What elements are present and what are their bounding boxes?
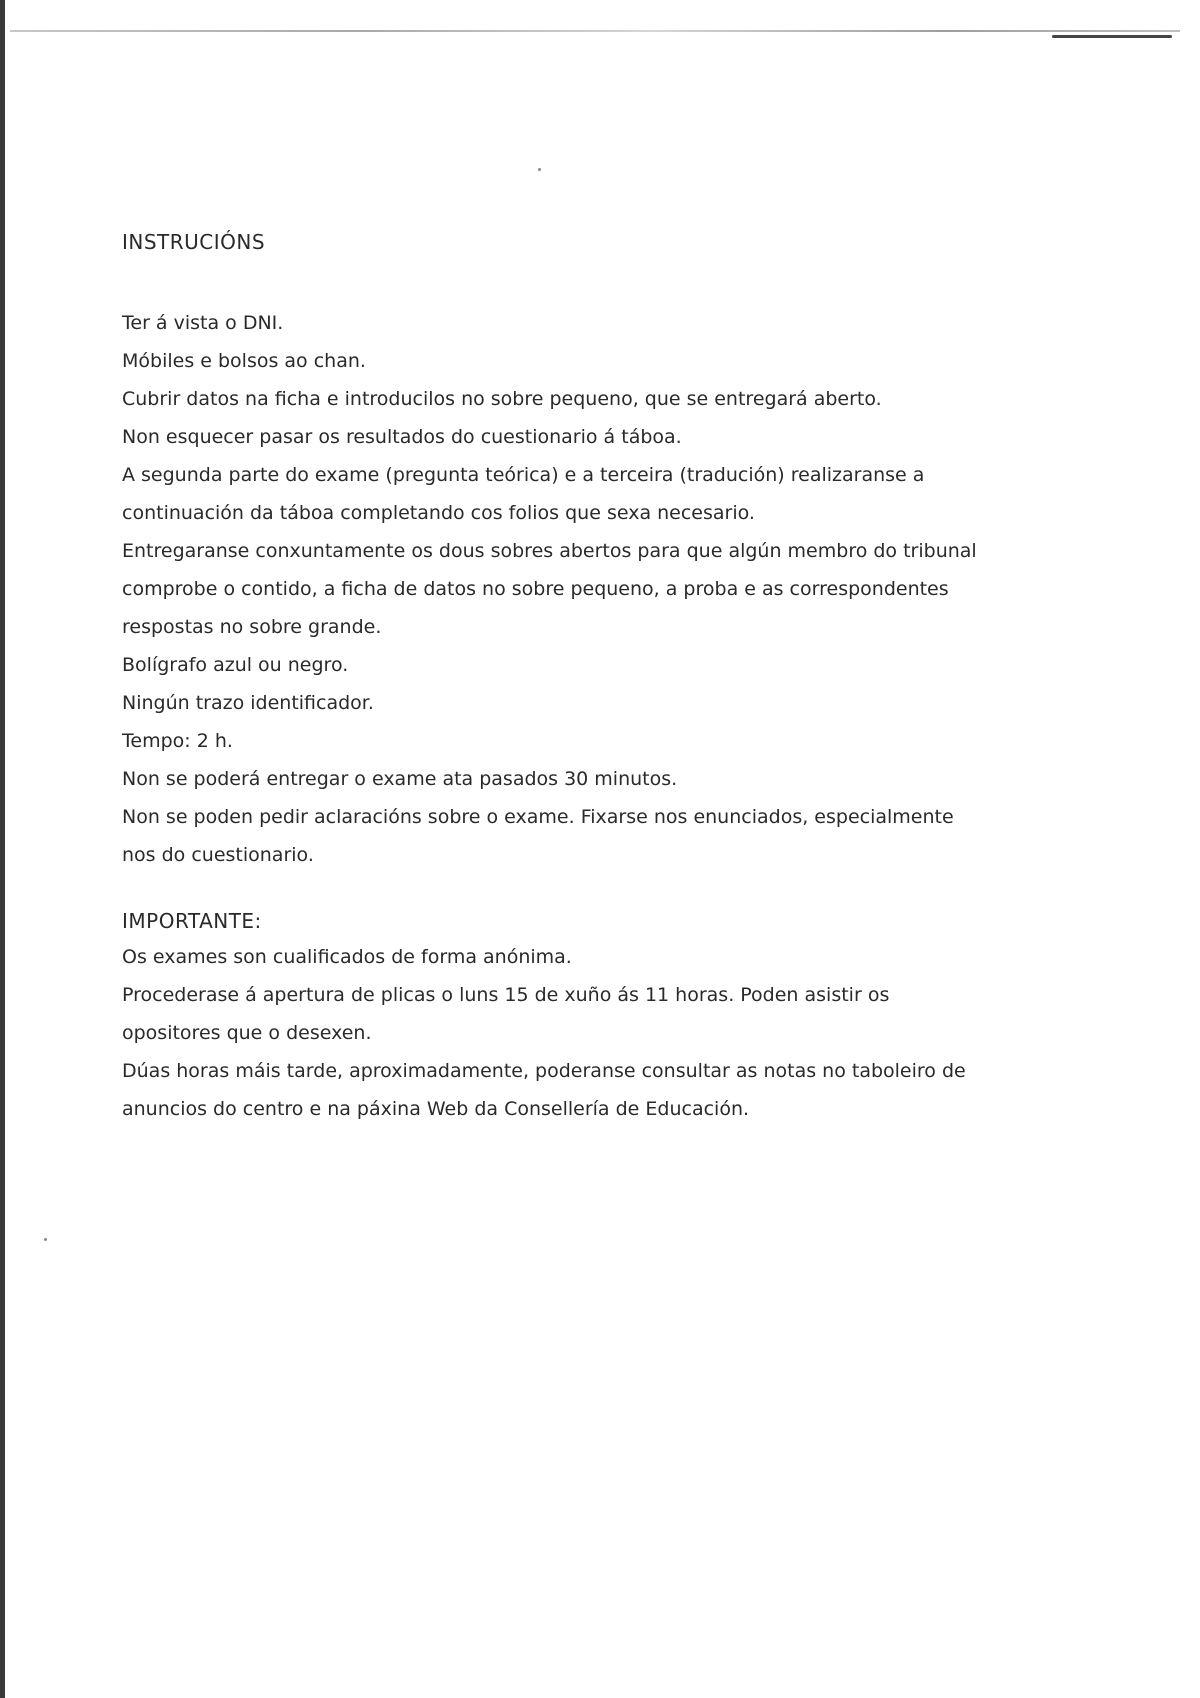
instruction-line: Cubrir datos na ficha e introducilos no sobre pequeno, que se entregará aberto. <box>122 388 882 410</box>
instruction-line: Tempo: 2 h. <box>122 730 233 752</box>
instruction-line: Bolígrafo azul ou negro. <box>122 654 349 676</box>
instructions-heading: INSTRUCIÓNS <box>122 230 266 254</box>
instruction-line: Non esquecer pasar os resultados do cuestionario á táboa. <box>122 426 682 448</box>
instruction-line: nos do cuestionario. <box>122 844 314 866</box>
instruction-line: continuación da táboa completando cos folios que sexa necesario. <box>122 502 755 524</box>
instruction-line: Entregaranse conxuntamente os dous sobres abertos para que algún membro do tribunal <box>122 540 977 562</box>
instruction-line: Móbiles e bolsos ao chan. <box>122 350 366 372</box>
important-line: opositores que o desexen. <box>122 1022 372 1044</box>
instruction-line: comprobe o contido, a ficha de datos no sobre pequeno, a proba e as correspondentes <box>122 578 949 600</box>
scan-top-mark <box>1052 35 1172 38</box>
important-line: Dúas horas máis tarde, aproximadamente, poderanse consultar as notas no taboleiro de <box>122 1060 966 1082</box>
instruction-line: Non se poderá entregar o exame ata pasados 30 minutos. <box>122 768 678 790</box>
important-line: Procederase á apertura de plicas o luns 15 de xuño ás 11 horas. Poden asistir os <box>122 984 890 1006</box>
scan-top-rule <box>10 30 1180 32</box>
instruction-line: A segunda parte do exame (pregunta teórica) e a terceira (tradución) realizaranse a <box>122 464 925 486</box>
important-list <box>122 938 1122 1128</box>
instruction-line: Non se poden pedir aclaracións sobre o exame. Fixarse nos enunciados, especialmente <box>122 806 954 828</box>
scan-left-edge <box>0 0 5 1698</box>
instruction-line: respostas no sobre grande. <box>122 616 382 638</box>
instruction-line: Ter á vista o DNI. <box>122 312 284 334</box>
scan-speck <box>538 168 541 171</box>
instructions-list <box>122 304 1122 874</box>
important-line: Os exames son cualificados de forma anónima. <box>122 946 572 968</box>
document-body <box>122 230 1122 1128</box>
important-heading: IMPORTANTE: <box>122 909 262 933</box>
important-line: anuncios do centro e na páxina Web da Consellería de Educación. <box>122 1098 750 1120</box>
instruction-line: Ningún trazo identificador. <box>122 692 374 714</box>
scan-speck <box>44 1238 47 1241</box>
